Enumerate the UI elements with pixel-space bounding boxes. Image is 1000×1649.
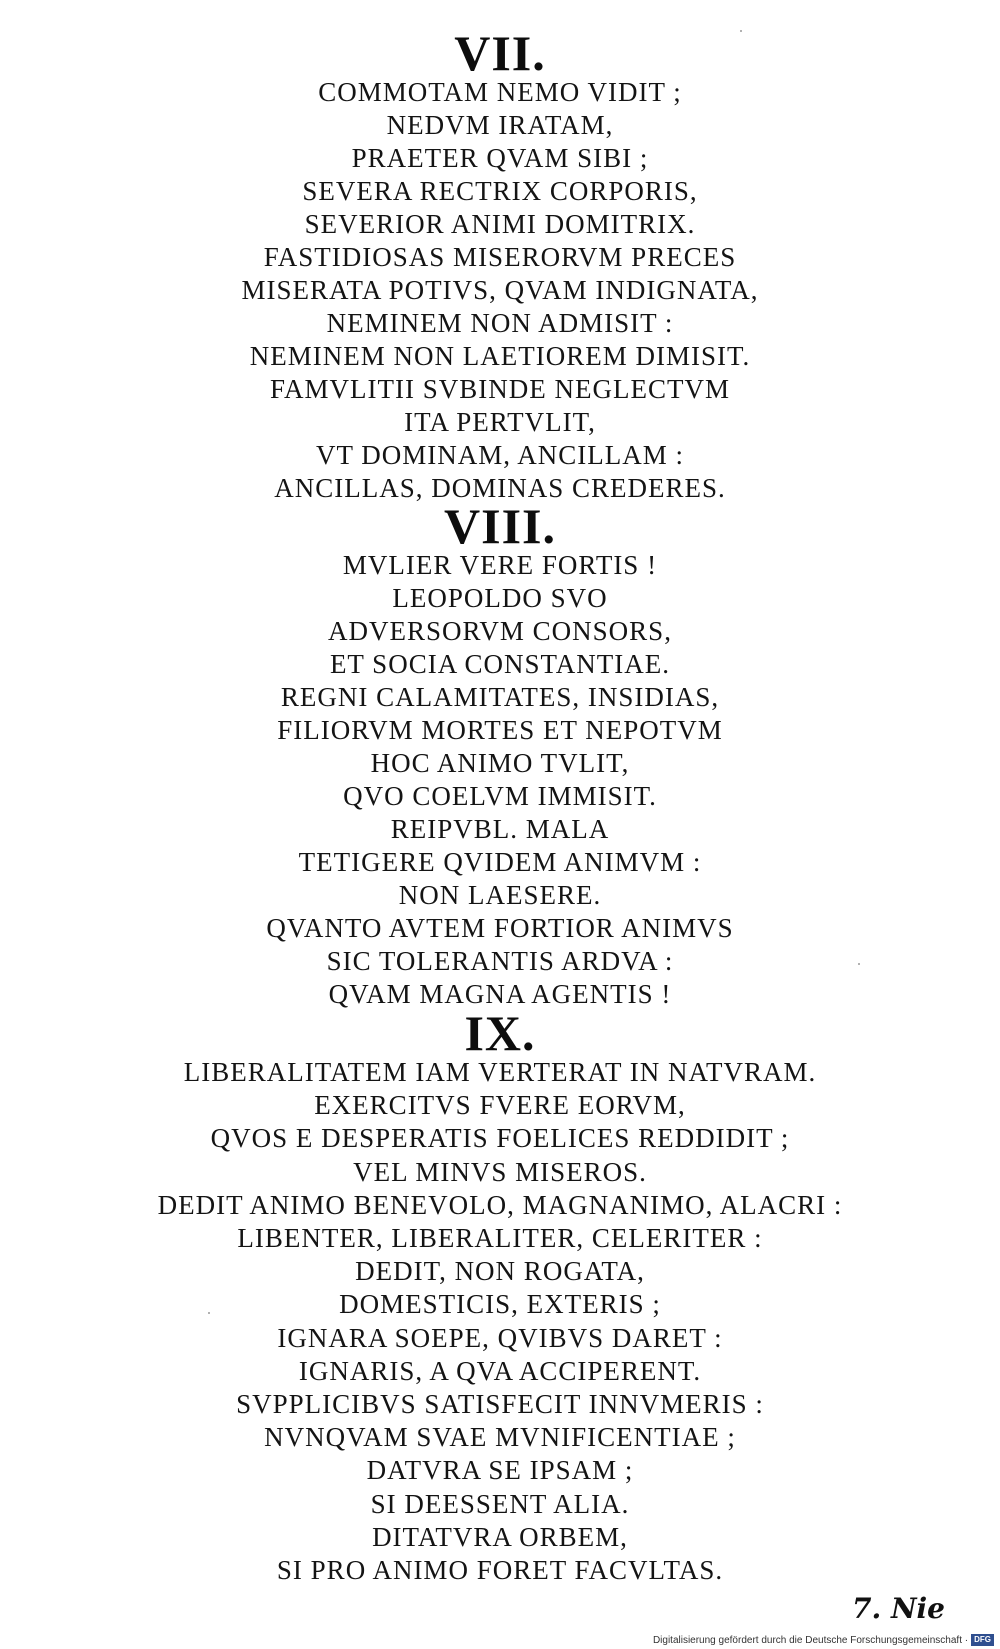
text-line: SEVERA RECTRIX CORPORIS, bbox=[302, 176, 698, 206]
text-line: ITA PERTVLIT, bbox=[404, 407, 596, 437]
text-line: VEL MINVS MISEROS. bbox=[353, 1156, 647, 1187]
text-line: REGNI CALAMITATES, INSIDIAS, bbox=[280, 682, 720, 712]
paper-speck bbox=[858, 963, 860, 965]
text-line: REIPVBL. MALA bbox=[390, 814, 610, 844]
section-numeral: VIII. bbox=[444, 498, 556, 554]
text-line: QVANTO AVTEM FORTIOR ANIMVS bbox=[266, 913, 734, 943]
text-line: HOC ANIMO TVLIT, bbox=[370, 748, 630, 778]
text-line: DEDIT ANIMO BENEVOLO, MAGNANIMO, ALACRI : bbox=[157, 1189, 843, 1220]
paper-speck bbox=[208, 1312, 210, 1314]
text-line: LIBERALITATEM IAM VERTERAT IN NATVRAM. bbox=[183, 1057, 817, 1087]
text-line: DITATVRA ORBEM, bbox=[372, 1521, 628, 1552]
text-line: SI DEESSENT ALIA. bbox=[370, 1488, 630, 1519]
section-vii bbox=[0, 25, 1000, 505]
text-line: PRAETER QVAM SIBI ; bbox=[351, 143, 649, 173]
text-line: LEOPOLDO SVO bbox=[392, 583, 608, 613]
footer-text: Digitalisierung gefördert durch die Deutsche Forschungsgemeinschaft · bbox=[652, 1634, 969, 1646]
text-line: NEDVM IRATAM, bbox=[386, 110, 614, 140]
text-line: ADVERSORVM CONSORS, bbox=[328, 616, 672, 646]
text-line: QVOS E DESPERATIS FOELICES REDDIDIT ; bbox=[210, 1123, 790, 1154]
text-line: NON LAESERE. bbox=[398, 880, 602, 910]
text-line: SIC TOLERANTIS ARDVA : bbox=[326, 946, 674, 976]
text-line: NEMINEM NON ADMISIT : bbox=[326, 308, 674, 338]
text-line: ANCILLAS, DOMINAS CREDERES. bbox=[274, 473, 726, 503]
text-line: SI PRO ANIMO FORET FACVLTAS. bbox=[276, 1555, 724, 1586]
text-line: DOMESTICIS, EXTERIS ; bbox=[339, 1289, 661, 1320]
text-line: FAMVLITII SVBINDE NEGLECTVM bbox=[270, 374, 730, 404]
text-line: IGNARIS, A QVA ACCIPERENT. bbox=[298, 1355, 702, 1386]
text-line: FILIORVM MORTES ET NEPOTVM bbox=[277, 715, 723, 745]
text-line: ET SOCIA CONSTANTIAE. bbox=[329, 649, 671, 679]
text-line: QVAM MAGNA AGENTIS ! bbox=[328, 979, 672, 1009]
text-line: NVNQVAM SVAE MVNIFICENTIAE ; bbox=[264, 1422, 736, 1453]
catchword: 7. Nie bbox=[851, 1592, 945, 1625]
text-line: MVLIER VERE FORTIS ! bbox=[342, 550, 658, 580]
text-line: IGNARA SOEPE, QVIBVS DARET : bbox=[277, 1322, 723, 1353]
text-line: NEMINEM NON LAETIOREM DIMISIT. bbox=[249, 341, 751, 371]
dfg-logo: DFG bbox=[971, 1634, 994, 1646]
text-line: EXERCITVS FVERE EORVM, bbox=[314, 1090, 686, 1121]
section-ix bbox=[0, 1005, 1000, 1587]
text-line: MISERATA POTIVS, QVAM INDIGNATA, bbox=[241, 275, 759, 305]
text-line: QVO COELVM IMMISIT. bbox=[343, 781, 657, 811]
text-line: TETIGERE QVIDEM ANIMVM : bbox=[298, 847, 702, 877]
text-line: VT DOMINAM, ANCILLAM : bbox=[315, 440, 684, 470]
section-viii bbox=[0, 498, 1000, 1011]
text-line: SVPPLICIBVS SATISFECIT INNVMERIS : bbox=[236, 1389, 764, 1420]
text-line: LIBENTER, LIBERALITER, CELERITER : bbox=[237, 1223, 763, 1254]
text-line: FASTIDIOSAS MISERORVM PRECES bbox=[263, 242, 737, 272]
digitization-footer bbox=[653, 1634, 994, 1646]
section-numeral: VII. bbox=[454, 25, 546, 81]
text-line: SEVERIOR ANIMI DOMITRIX. bbox=[304, 209, 696, 239]
paper-speck bbox=[740, 30, 742, 32]
text-line: DEDIT, NON ROGATA, bbox=[355, 1256, 645, 1287]
section-numeral: IX. bbox=[464, 1005, 536, 1061]
text-line: COMMOTAM NEMO VIDIT ; bbox=[318, 77, 682, 107]
text-line: DATVRA SE IPSAM ; bbox=[366, 1455, 634, 1486]
